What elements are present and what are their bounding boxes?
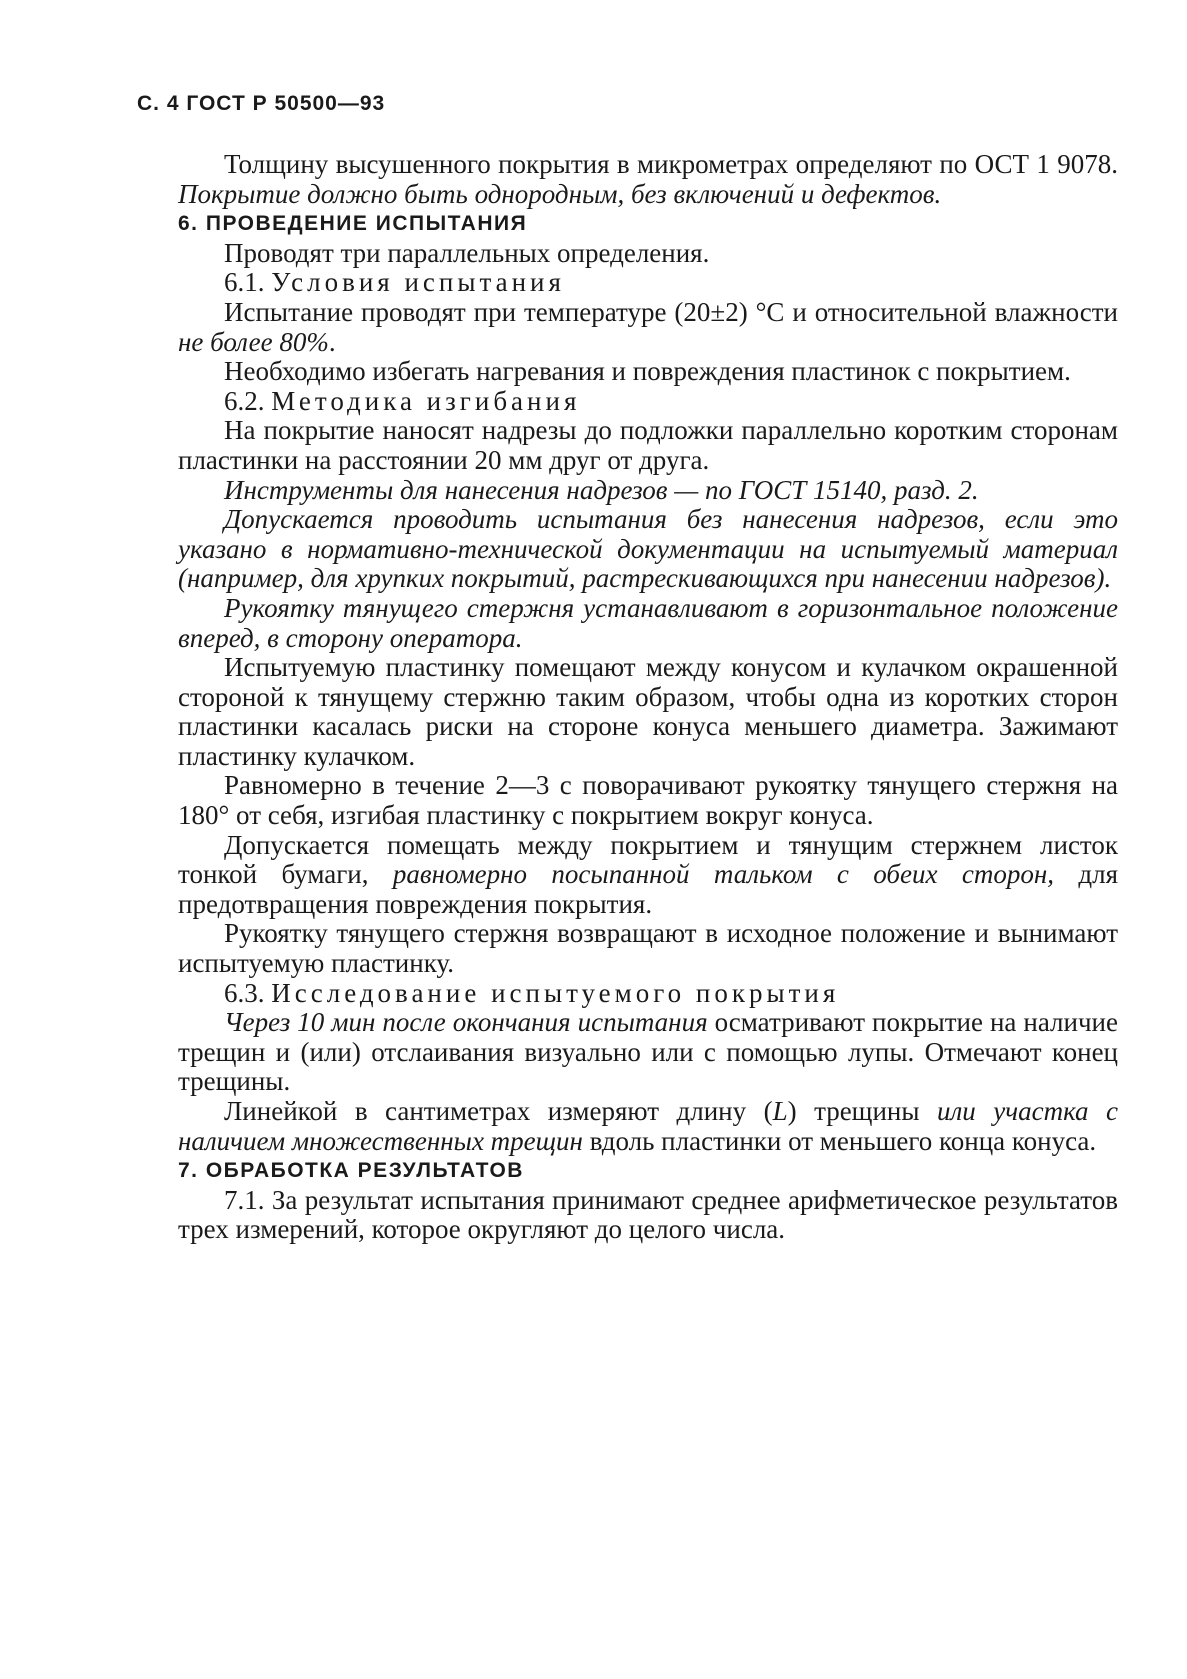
subsection-number: 6.2. <box>224 385 265 416</box>
section-7-heading: 7. ОБРАБОТКА РЕЗУЛЬТАТОВ <box>178 1159 524 1183</box>
text-run: Линейкой в сантиметрах измеряют длину ( <box>224 1096 773 1126</box>
text-run: . <box>328 326 336 357</box>
text-run: вдоль пластинки от меньшего конца конуса. <box>582 1125 1097 1156</box>
subsection-title: Условия испытания <box>271 267 565 298</box>
intro-paragraph <box>178 150 1118 209</box>
handle-position-paragraph: Рукоятку тянущего стержня устанавливают в горизонтальное положение вперед, в сторону оператора. <box>178 592 1118 653</box>
subsection-6-1-title <box>178 268 1118 298</box>
text-run: Допускается помещать между покрытием и тянущим стержнем листок тонкой бумаги, <box>178 829 1118 890</box>
page-header: С. 4 ГОСТ Р 50500—93 <box>137 92 386 115</box>
subsection-title: Исследование испытуемого покрытия <box>271 977 840 1008</box>
subsection-title: Методика изгибания <box>271 385 581 416</box>
rotate-handle-paragraph: Равномерно в течение 2—3 с поворачивают рукоятку тянущего стержня на 180° от себя, изгибая пластинку с покрытием вокруг конуса. <box>178 770 1118 831</box>
text-run: для предотвращения повреждения покрытия. <box>178 859 1118 919</box>
subsection-number: 6.1. <box>224 267 265 298</box>
intro-text: Толщину высушенного покрытия в микрометрах определяют по ОСТ 1 9078. <box>224 149 1118 179</box>
inspection-paragraph <box>178 1008 1118 1097</box>
text-run: Испытание проводят при температуре (20±2) °С и относительной влажности <box>224 296 1118 327</box>
measure-length-paragraph <box>178 1097 1118 1156</box>
intro-italic-text: Покрытие должно быть однородным, без включений и дефектов. <box>178 178 942 209</box>
section-6-heading: 6. ПРОВЕДЕНИЕ ИСПЫТАНИЯ <box>178 212 528 236</box>
variable-l: L <box>772 1096 788 1126</box>
subsection-number: 6.3. <box>224 977 265 1008</box>
no-notches-allowed-paragraph: Допускается проводить испытания без нанесения надрезов, если это указано в нормативно-технической документации на испытуемый материал (например, для хрупких покрытий, растрескивающихся при нанесении надрезов). <box>178 504 1118 594</box>
document-body <box>178 150 1118 1245</box>
result-paragraph: 7.1. За результат испытания принимают среднее арифметическое результатов трех измерений, которое округляют до целого числа. <box>178 1184 1118 1245</box>
italic-run: равномерно посыпанной тальком с обеих сторон, <box>392 859 1054 890</box>
plate-placement-paragraph: Испытуемую пластинку помещают между конусом и кулачком окрашенной стороной к тянущему стержню таким образом, чтобы одна из коротких сторон пластинки касалась риски на стороне конуса меньшего диаметра. Зажимают пластинку кулачком. <box>178 652 1118 771</box>
subsection-6-3-title <box>178 979 1118 1009</box>
tools-paragraph: Инструменты для нанесения надрезов — по ГОСТ 15140, разд. 2. <box>224 474 979 505</box>
return-handle-paragraph: Рукоятку тянущего стержня возвращают в исходное положение и вынимают испытуемую пластинку. <box>178 918 1118 979</box>
italic-run: не более 80% <box>178 326 329 357</box>
avoid-heating-paragraph: Необходимо избегать нагревания и повреждения пластинок с покрытием. <box>224 356 1071 387</box>
subsection-6-2-title <box>178 387 1118 417</box>
paper-sheet-paragraph <box>178 831 1118 920</box>
text-run: осматривают покрытие на наличие трещин и (или) отслаивания визуально или с помощью лупы. Отмечают конец трещины. <box>178 1007 1118 1097</box>
parallel-determinations: Проводят три параллельных определения. <box>224 237 710 268</box>
text-run: ) трещины <box>787 1096 937 1126</box>
notches-paragraph: На покрытие наносят надрезы до подложки параллельно коротким сторонам пластинки на расстоянии 20 мм друг от друга. <box>178 415 1118 475</box>
italic-run: или участка с наличием множественных трещин <box>178 1096 1119 1156</box>
test-conditions-paragraph <box>178 298 1118 357</box>
italic-run: Через 10 мин после окончания испытания <box>224 1007 708 1038</box>
